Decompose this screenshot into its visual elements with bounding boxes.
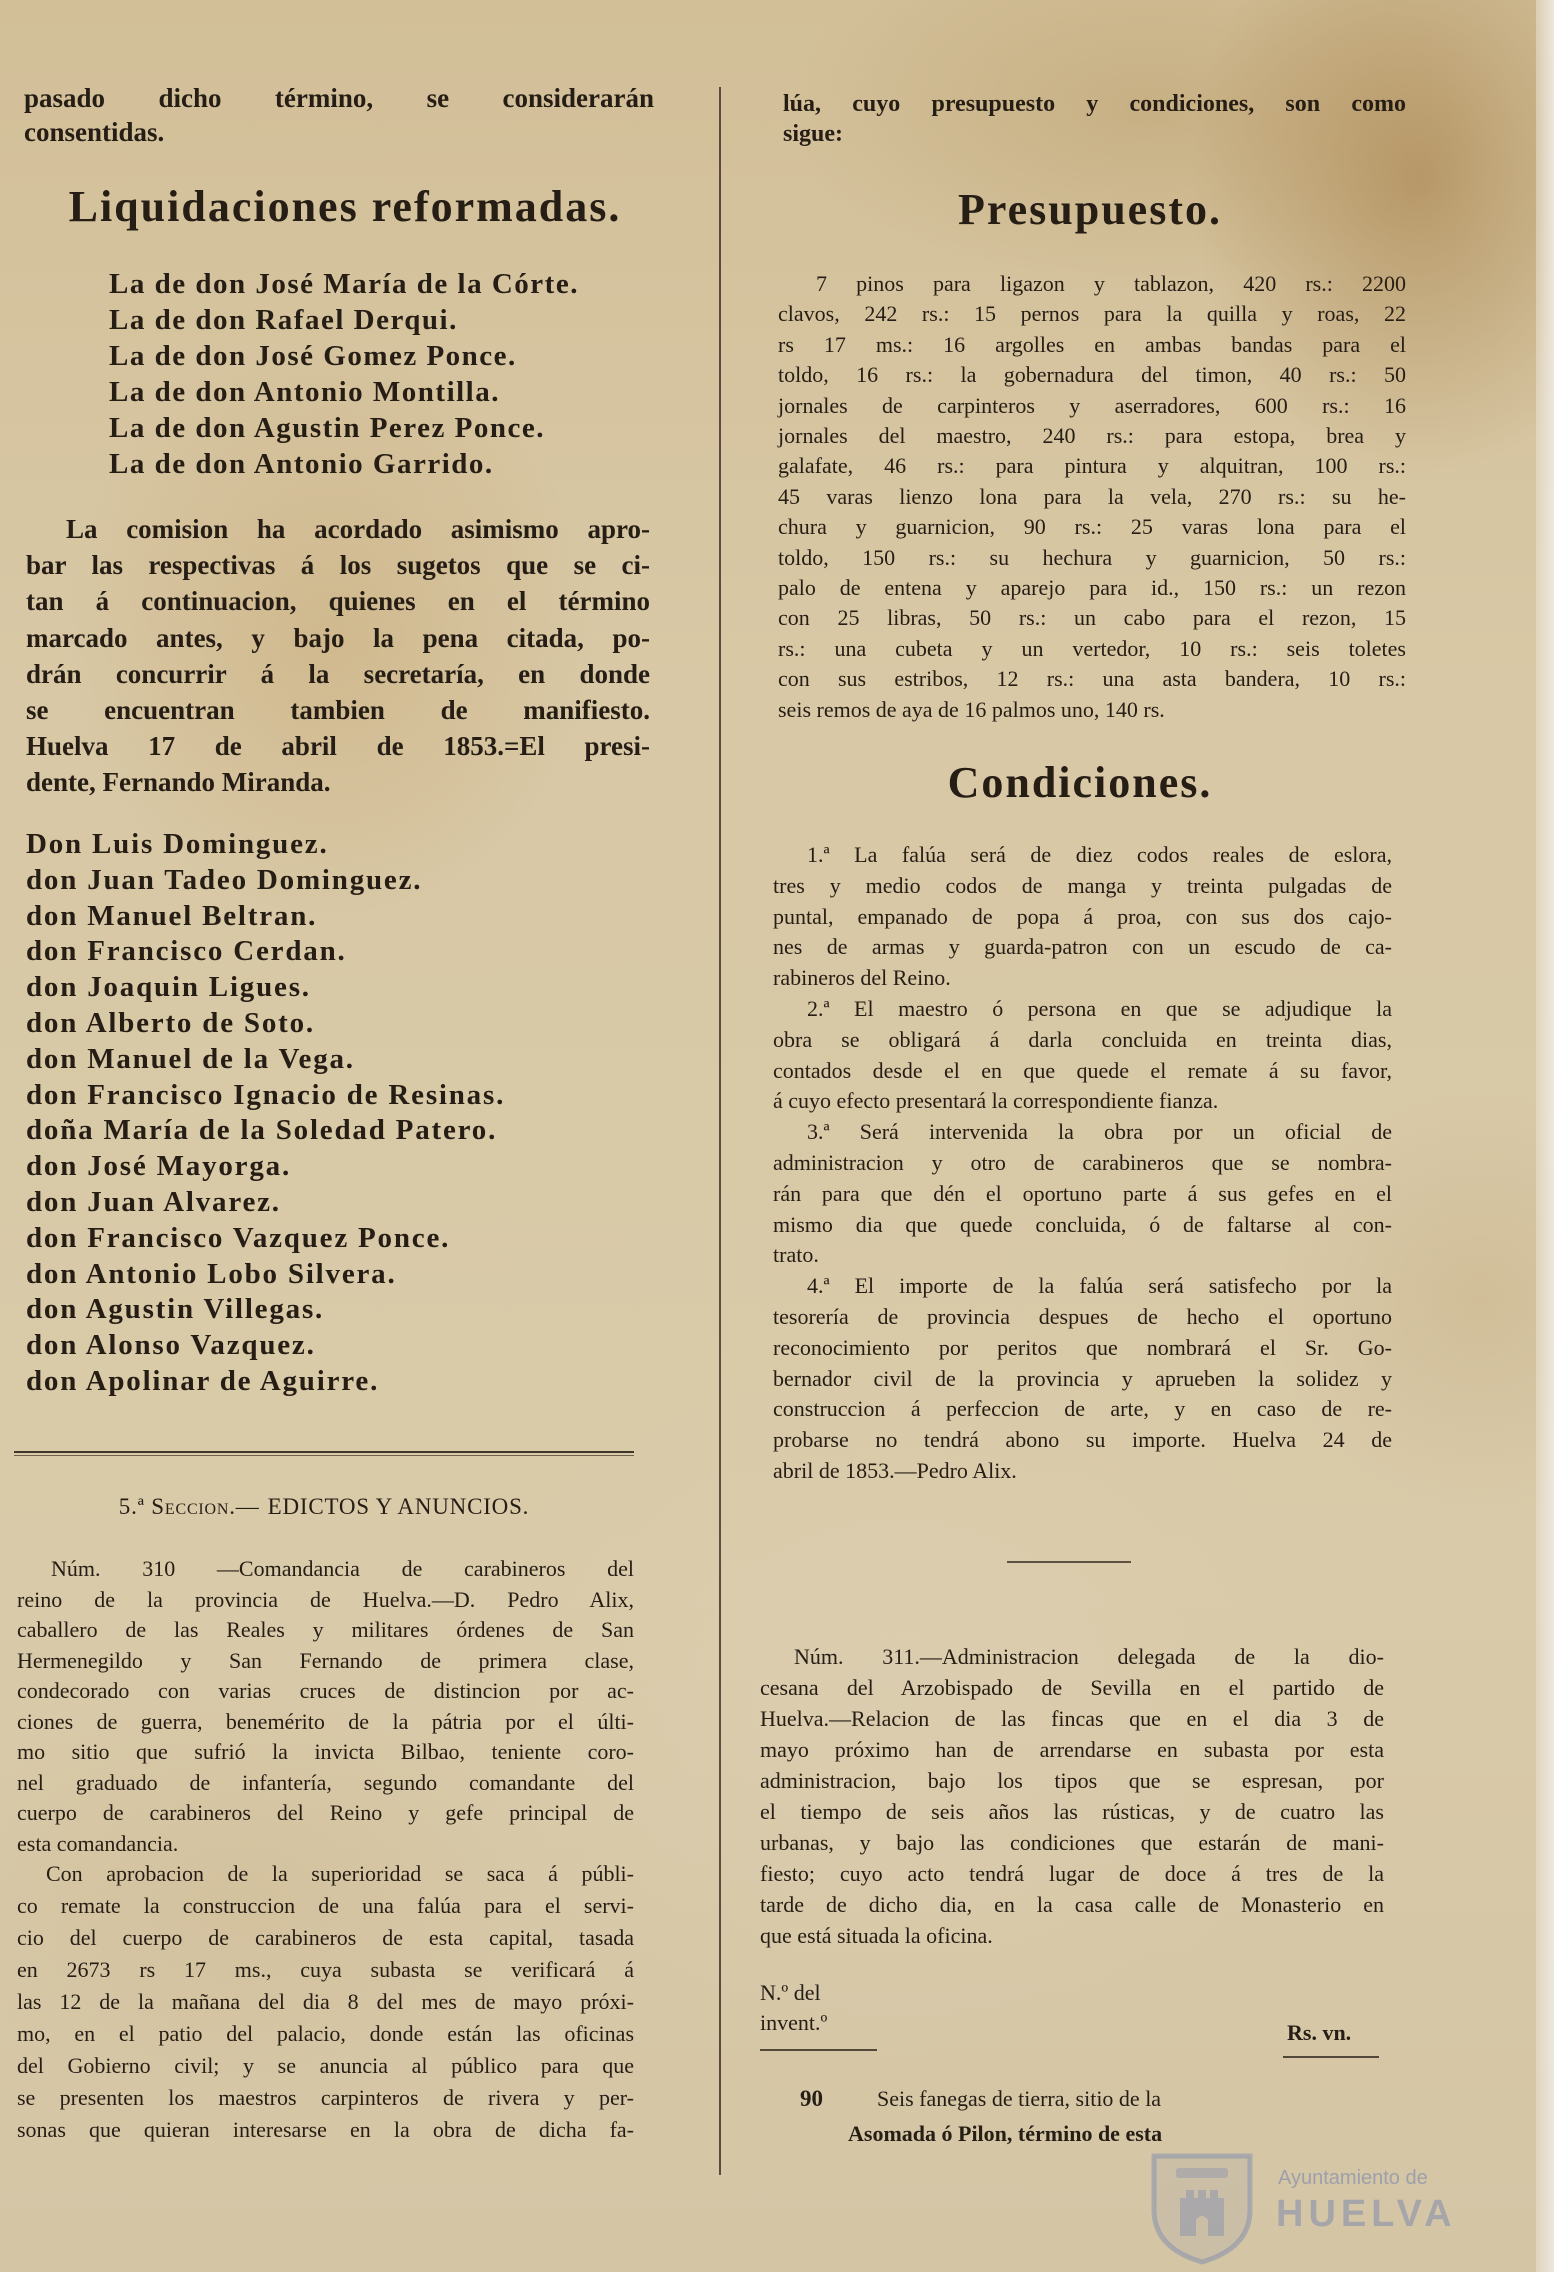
list-item: don Alberto de Soto. (26, 1006, 315, 1039)
text-line: mo, en el patio del palacio, donde están las oficinas (17, 2021, 634, 2046)
condicion-2 (773, 994, 1392, 1117)
list-item: La de don Rafael Derqui. (109, 304, 458, 336)
text-line: se presenten los maestros carpinteros de rivera y per- (17, 2085, 634, 2110)
notice-310-paragraph (17, 1554, 634, 1859)
condicion-1 (773, 840, 1392, 994)
text-line: del Gobierno civil; y se anuncia al público para que (17, 2053, 634, 2078)
notice-311-paragraph (760, 1641, 1384, 1951)
text-line: contados desde el en que quede el remate á su favor, (773, 1057, 1392, 1083)
text-line: tesorería de provincia despues de hecho el oportuno (773, 1303, 1392, 1329)
text-line: palo de entena y aparejo para id., 150 rs.: un rezon (778, 575, 1406, 601)
text-line: co remate la construccion de una falúa para el servi- (17, 1893, 634, 1918)
condiciones-heading: Condiciones. (947, 758, 1213, 807)
condicion-4 (773, 1271, 1392, 1487)
table-row-text: Seis fanegas de tierra, sitio de la (877, 2086, 1162, 2111)
text-line: se encuentran tambien de manifiesto. (26, 695, 650, 726)
list-item: don Juan Alvarez. (26, 1185, 281, 1218)
text-line: caballero de las Reales y militares órdenes de San (17, 1617, 634, 1642)
text-line: tarde de dicho dia, en la casa calle de Monasterio en (760, 1892, 1384, 1917)
text-line: rs 17 ms.: 16 argolles en ambas bandas para el (778, 331, 1406, 357)
text-line: cio del cuerpo de carabineros de esta capital, tasada (17, 1925, 634, 1950)
list-item: don Francisco Cerdan. (26, 935, 347, 968)
text-line: La comision ha acordado asimismo apro- (66, 514, 650, 544)
comision-paragraph (26, 511, 650, 801)
text-line: cesana del Arzobispado de Sevilla en el partido de (760, 1675, 1384, 1700)
condicion-3 (773, 1117, 1392, 1271)
text-line: sonas que quieran interesarse en la obra de dicha fa- (17, 2117, 634, 2142)
text-line: cuerpo de carabineros del Reino y gefe principal de (17, 1800, 634, 1825)
text-line: administracion, bajo los tipos que se espresan, por (760, 1768, 1384, 1793)
text-line: rs.: una cubeta y un vertedor, 10 rs.: seis toletes (778, 635, 1406, 661)
text-line: dente, Fernando Miranda. (26, 767, 331, 798)
table-header-rule (1283, 2056, 1379, 2058)
text-line: toldo, 16 rs.: la gobernadura del timon, 40 rs.: 50 (778, 362, 1406, 388)
list-item: don Manuel de la Vega. (26, 1042, 355, 1075)
list-item: don Agustin Villegas. (26, 1293, 325, 1326)
list-item: doña María de la Soledad Patero. (26, 1114, 498, 1147)
list-item: La de don José Gomez Ponce. (109, 340, 517, 372)
condiciones-list (773, 840, 1392, 1487)
list-item: La de don José María de la Córte. (109, 268, 579, 300)
text-line: Hermenegildo y San Fernando de primera clase, (17, 1647, 634, 1673)
text-line: galafate, 46 rs.: para pintura y alquitran, 100 rs.: (778, 453, 1406, 479)
list-item: La de don Antonio Garrido. (109, 448, 494, 480)
list-item: don Francisco Vazquez Ponce. (26, 1221, 451, 1254)
list-item: don Francisco Ignacio de Resinas. (26, 1078, 506, 1111)
list-item: don Juan Tadeo Dominguez. (26, 863, 423, 896)
list-item: La de don Antonio Montilla. (109, 376, 500, 408)
text-line: 2.ª El maestro ó persona en que se adjudique la (807, 995, 1392, 1021)
list-item: don José Mayorga. (26, 1150, 292, 1183)
text-line: clavos, 242 rs.: 15 pernos para la quilla y roas, 22 (778, 301, 1406, 327)
text-line: bar las respectivas á los sugetos que se ci- (26, 550, 650, 581)
text-line: 45 varas lienzo lona para la vela, 270 rs.: su he- (778, 483, 1406, 509)
text-line: drán concurrir á la secretaría, en donde (26, 658, 650, 689)
text-line: condecorado con varias cruces de distincion por ac- (17, 1678, 634, 1703)
text-line: construccion á perfeccion de arte, y en caso de re- (773, 1396, 1392, 1422)
text-line: 7 pinos para ligazon y tablazon, 420 rs.: 2200 (816, 271, 1406, 296)
text-line: sigue: (783, 121, 843, 147)
text-line: jornales del maestro, 240 rs.: para estopa, brea y (778, 423, 1406, 449)
presupuesto-paragraph (778, 269, 1406, 725)
text-line: urbanas, y bajo las condiciones que estarán de mani- (760, 1830, 1384, 1855)
ayuntamiento-logo (1146, 2148, 1258, 2266)
text-line: con sus estribos, 12 rs.: una asta bandera, 10 rs.: (778, 666, 1406, 692)
text-line: tan á continuacion, quienes en el término (26, 586, 650, 617)
names-list (26, 827, 505, 1400)
text-line: jornales de carpinteros y aserradores, 600 rs.: 16 (778, 392, 1406, 418)
text-line: lúa, cuyo presupuesto y condiciones, son como (783, 91, 1406, 117)
list-item: La de don Agustin Perez Ponce. (109, 412, 545, 444)
table-header-line: invent.º (760, 2010, 828, 2035)
text-line: consentidas. (24, 117, 165, 147)
text-line: esta comandancia. (17, 1830, 179, 1856)
liquidaciones-list (109, 266, 579, 482)
text-line: las 12 de la mañana del dia 8 del mes de mayo próxi- (17, 1989, 634, 2014)
text-line: pasado dicho término, se considerarán (24, 83, 654, 113)
logo-crown (1176, 2168, 1228, 2178)
text-line: 1.ª La falúa será de diez codos reales de eslora, (807, 842, 1392, 867)
presupuesto-heading: Presupuesto. (958, 185, 1222, 234)
text-line: 3.ª Será intervenida la obra por un oficial de (807, 1119, 1392, 1145)
text-line: á cuyo efecto presentará la correspondiente fianza. (773, 1088, 1219, 1114)
left-intro-paragraph (24, 81, 654, 149)
table-header-rule (760, 2049, 877, 2051)
text-line: marcado antes, y bajo la pena citada, po- (26, 622, 650, 653)
text-line: fiesto; cuyo acto tendrá lugar de doce á tres de la (760, 1861, 1384, 1886)
text-line: probarse no tendrá abono su importe. Huelva 24 de (773, 1427, 1392, 1453)
liquidaciones-heading: Liquidaciones reformadas. (68, 182, 622, 231)
text-line: con 25 libras, 50 rs.: un cabo para el rezon, 15 (778, 605, 1406, 631)
text-line: Huelva.—Relacion de las fincas que en el dia 3 de (760, 1706, 1384, 1731)
table-header-number (760, 1978, 827, 2038)
list-item: Don Luis Dominguez. (26, 828, 329, 860)
text-line: nel graduado de infantería, segundo comandante del (17, 1769, 634, 1795)
text-line: ciones de guerra, benemérito de la pátria por el últi- (17, 1708, 634, 1734)
right-intro-paragraph (783, 89, 1406, 149)
text-line: 4.ª El importe de la falúa será satisfecho por la (807, 1273, 1392, 1299)
text-line: Núm. 310 —Comandancia de carabineros del (51, 1556, 634, 1581)
list-item: don Alonso Vazquez. (26, 1329, 316, 1362)
text-line: bernador civil de la provincia y aprueben la solidez y (773, 1365, 1392, 1391)
table-row-number: 90 (800, 2086, 823, 2111)
text-line: nes de armas y guarda-patron con un escudo de ca- (773, 934, 1392, 960)
text-line: mayo próximo han de arrendarse en subasta por esta (760, 1737, 1384, 1762)
list-item: don Joaquin Ligues. (26, 971, 311, 1004)
table-header-line: N.º del (760, 1980, 821, 2005)
aprobacion-paragraph (17, 1858, 634, 2146)
text-line: trato. (773, 1242, 819, 1268)
text-line: mo sitio que sufrió la invicta Bilbao, teniente coro- (17, 1739, 634, 1764)
text-line: obra se obligará á darla concluida en treinta dias, (773, 1026, 1392, 1052)
separator-rule (1007, 1561, 1131, 1563)
text-line: abril de 1853.—Pedro Alix. (773, 1457, 1017, 1483)
section-rule (14, 1451, 634, 1456)
text-line: chura y guarnicion, 90 rs.: 25 varas lona para el (778, 514, 1406, 540)
watermark-title: HUELVA (1276, 2193, 1457, 2235)
text-line: Huelva 17 de abril de 1853.=El presi- (26, 731, 650, 762)
text-line: Con aprobacion de la superioridad se saca á públi- (46, 1861, 634, 1886)
text-line: Núm. 311.—Administracion delegada de la dio- (794, 1644, 1384, 1669)
text-line: administracion y otro de carabineros que se nombra- (773, 1149, 1392, 1175)
page-edge (1536, 0, 1554, 2272)
list-item: don Apolinar de Aguirre. (26, 1364, 380, 1397)
text-line: seis remos de aya de 16 palmos uno, 140 rs. (778, 696, 1165, 722)
text-line: reino de la provincia de Huelva.—D. Pedro Alix, (17, 1586, 634, 1612)
text-line: el tiempo de seis años las rústicas, y de cuatro las (760, 1799, 1384, 1824)
text-line: rán para que dén el oportuno parte á sus gefes en el (773, 1180, 1392, 1206)
table-header-amount: Rs. vn. (1287, 2020, 1352, 2045)
text-line: tres y medio codos de manga y treinta pulgadas de (773, 872, 1392, 898)
text-line: mismo dia que quede concluida, ó de faltarse al con- (773, 1211, 1392, 1237)
text-line: en 2673 rs 17 ms., cuya subasta se verificará á (17, 1957, 634, 1982)
text-line: toldo, 150 rs.: su hechura y guarnicion, 50 rs.: (778, 544, 1406, 570)
watermark-text: Ayuntamiento de (1278, 2167, 1428, 2189)
section-title: EDICTOS Y ANUNCIOS. (267, 1494, 530, 1519)
text-line: que está situada la oficina. (760, 1923, 993, 1948)
text-line: reconocimiento por peritos que nombrará el Sr. Go- (773, 1334, 1392, 1360)
text-line: puntal, empanado de popa á proa, con sus dos cajo- (773, 903, 1392, 929)
list-item: don Antonio Lobo Silvera. (26, 1257, 397, 1290)
column-divider (719, 87, 721, 2175)
list-item: don Manuel Beltran. (26, 899, 318, 932)
table-row-text: Asomada ó Pilon, término de esta (848, 2121, 1163, 2146)
text-line: rabineros del Reino. (773, 965, 951, 991)
section-number: 5.ª Seccion.— (118, 1494, 260, 1519)
section-heading (14, 1491, 634, 1523)
